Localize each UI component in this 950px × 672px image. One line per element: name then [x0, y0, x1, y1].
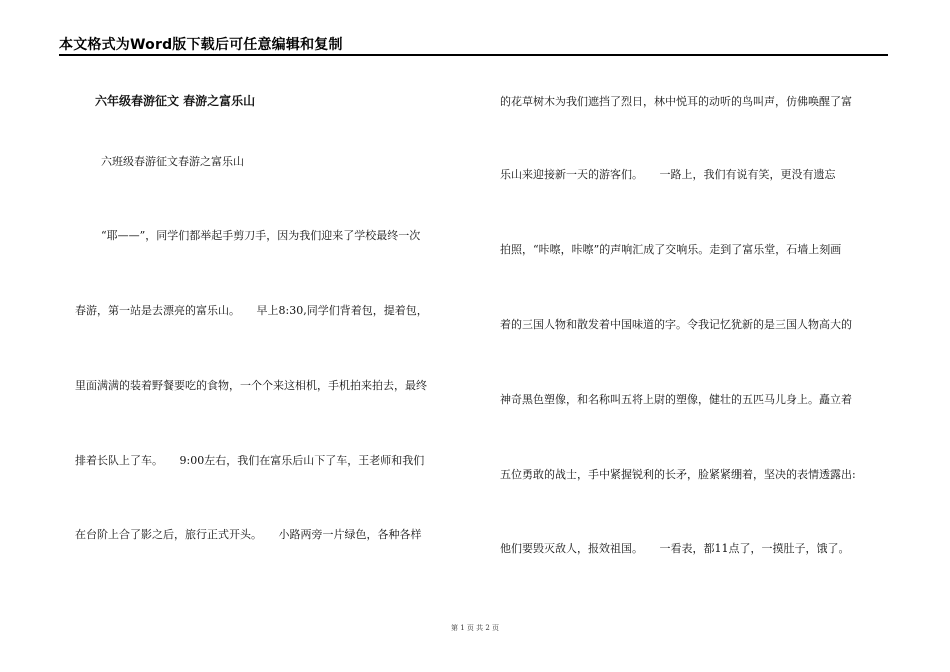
left-line-1: 六班级春游征文春游之富乐山 — [101, 155, 244, 168]
left-line-2: “耶——”，同学们都举起手剪刀手，因为我们迎来了学校最终一次 — [101, 229, 421, 242]
right-line-7: 他们要毁灭敌人，报效祖国。 一看表，都11点了，一摸肚子，饿了。 — [500, 542, 850, 555]
right-line-5: 神奇黑色塑像，和名称叫五将上尉的塑像，健壮的五匹马儿身上。矗立着 — [500, 393, 852, 406]
left-line-4: 里面满满的装着野餐要吃的食物，一个个来这相机，手机拍来拍去，最终 — [75, 379, 427, 392]
right-line-6: 五位勇敢的战士，手中紧握锐利的长矛，脸紧紧绷着，坚决的表情透露出: — [500, 468, 856, 481]
document-title: 六年级春游征文 春游之富乐山 — [95, 94, 256, 108]
header-rule — [59, 54, 888, 56]
left-line-3: 春游，第一站是去漂亮的富乐山。 早上8:30,同学们背着包，提着包， — [75, 304, 428, 317]
right-line-3: 拍照，“咔嚓，咔嚓”的声响汇成了交响乐。走到了富乐堂，石墙上刻画 — [500, 243, 842, 256]
left-line-5: 排着长队上了车。 9:00左右，我们在富乐后山下了车，王老师和我们 — [75, 454, 425, 467]
left-line-6: 在台阶上合了影之后，旅行正式开头。 小路两旁一片绿色，各种各样 — [75, 528, 422, 541]
right-line-4: 着的三国人物和散发着中国味道的字。令我记忆犹新的是三国人物高大的 — [500, 318, 852, 331]
page-footer: 第 1 页 共 2 页 — [450, 624, 500, 632]
right-line-2: 乐山来迎接新一天的游客们。 一路上，我们有说有笑，更没有遗忘 — [500, 168, 836, 181]
header-banner: 本文格式为Word版下载后可任意编辑和复制 — [59, 37, 343, 53]
right-line-1: 的花草树木为我们遮挡了烈日，林中悦耳的动听的鸟叫声，仿佛唤醒了富 — [500, 95, 852, 108]
